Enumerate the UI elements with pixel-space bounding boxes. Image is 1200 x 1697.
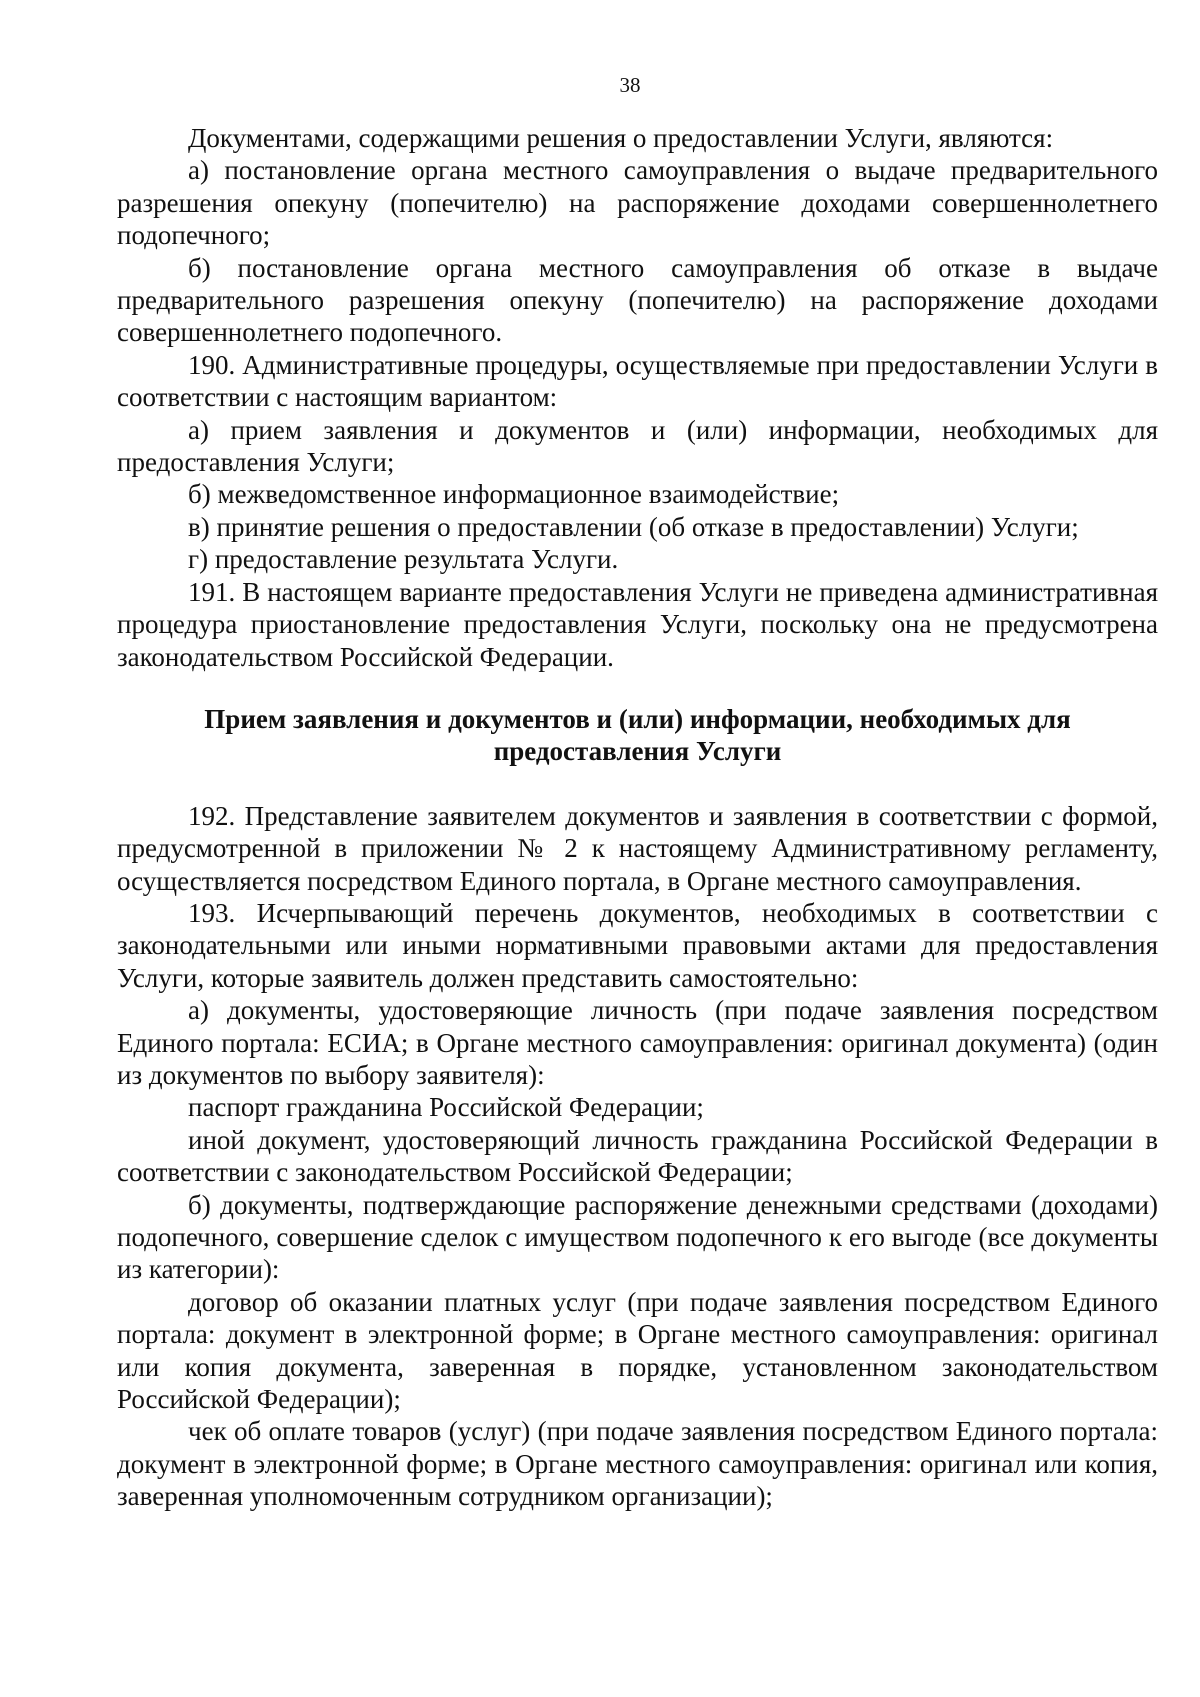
page-number: 38 [619,73,641,97]
paragraph: а) постановление органа местного самоуправления о выдаче предварительного разрешения опекуну (попечителю) на распоряжение доходами совершеннолетнего подопечного; [117,155,1158,251]
paragraph: а) прием заявления и документов и (или) информации, необходимых для предоставления Услуги; [117,414,1158,478]
document-body [117,122,1158,1513]
paragraph: а) документы, удостоверяющие личность (при подаче заявления посредством Единого портала: ЕСИА; в Органе местного самоуправления: оригинал документа) (один из документов по выбору заявителя): [117,995,1158,1090]
paragraph: 193. Исчерпывающий перечень документов, необходимых в соответствии с законодательными или иными нормативными правовыми актами для предоставления Услуги, которые заявитель должен представить самостоятельно: [117,897,1158,993]
section-heading-line-1: Прием заявления и документов и (или) информации, необходимых для [204,703,1071,734]
spacer [117,673,1158,703]
paragraph: в) принятие решения о предоставлении (об отказе в предоставлении) Услуги; [188,511,1079,542]
paragraph: 192. Представление заявителем документов и заявления в соответствии с формой, предусмотренной в приложении № 2 к настоящему Административному регламенту, осуществляется посредством Единого портала, в Органе местного самоуправления. [117,800,1158,896]
paragraph: 190. Административные процедуры, осуществляемые при предоставлении Услуги в соответствии с настоящим вариантом: [117,349,1158,413]
paragraph: Документами, содержащими решения о предоставлении Услуги, являются: [188,123,1054,153]
paragraph: паспорт гражданина Российской Федерации; [188,1092,704,1123]
paragraph: договор об оказании платных услуг (при подаче заявления посредством Единого портала: документ в электронной форме; в Органе местного самоуправления: оригинал или копия документа, заверенная в порядке, установленном законодательством Российской Федерации); [117,1286,1158,1415]
paragraph: б) постановление органа местного самоуправления об отказе в выдаче предварительного разрешения опекуну (попечителю) на распоряжение доходами совершеннолетнего подопечного. [117,252,1158,348]
paragraph: б) документы, подтверждающие распоряжение денежными средствами (доходами) подопечного, совершение сделок с имуществом подопечного к его выгоде (все документы из категории): [117,1189,1158,1285]
paragraph: г) предоставление результата Услуги. [188,544,619,575]
paragraph: 191. В настоящем варианте предоставления Услуги не приведена административная процедура приостановление предоставления Услуги, поскольку она не предусмотрена законодательством Российской Федерации. [117,576,1158,672]
spacer [117,768,1158,800]
paragraph: иной документ, удостоверяющий личность гражданина Российской Федерации в соответствии с законодательством Российской Федерации; [117,1124,1158,1188]
paragraph: б) межведомственное информационное взаимодействие; [188,479,840,510]
paragraph: чек об оплате товаров (услуг) (при подаче заявления посредством Единого портала: документ в электронной форме; в Органе местного самоуправления: оригинал или копия, заверенная уполномоченным сотрудником организации); [117,1416,1158,1512]
section-heading-line-2: предоставления Услуги [493,736,782,767]
section-heading [117,703,1158,768]
